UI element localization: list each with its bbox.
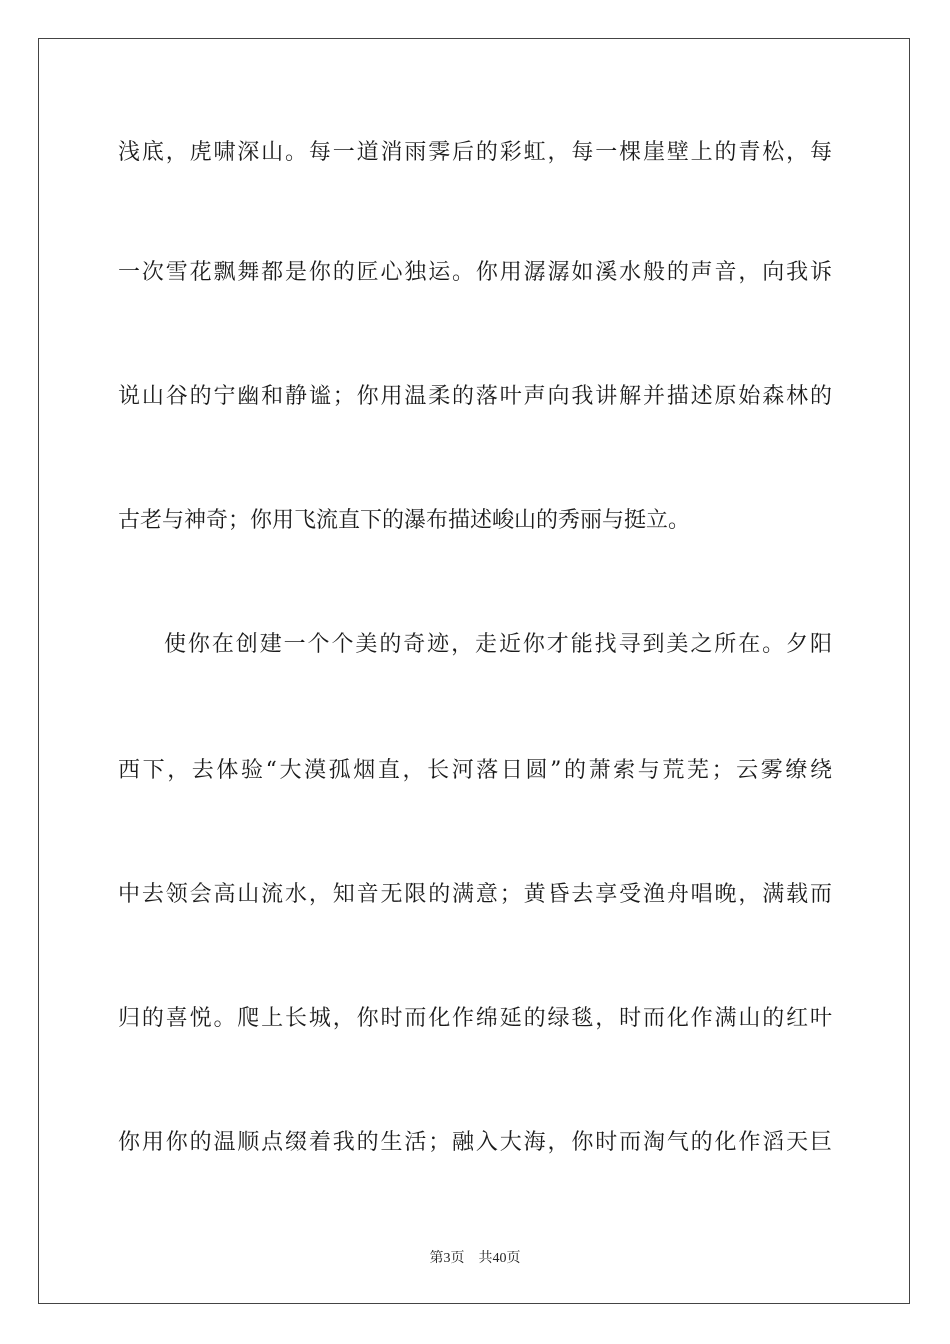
page-footer bbox=[0, 1247, 950, 1267]
total-pages: 共40页 bbox=[478, 1251, 521, 1266]
text-line-8: 归的喜悦。爬上长城，你时而化作绵延的绿毯，时而化作满山的红叶 bbox=[118, 1006, 832, 1031]
text-line-7: 中去领会高山流水，知音无限的满意；黄昏去享受渔舟唱晚，满载而 bbox=[118, 882, 832, 907]
text-line-3: 说山谷的宁幽和静谧；你用温柔的落叶声向我讲解并描述原始森林的 bbox=[118, 384, 832, 409]
page-border bbox=[38, 38, 910, 1304]
text-line-4: 古老与神奇；你用飞流直下的瀑布描述峻山的秀丽与挺立。 bbox=[118, 508, 691, 533]
page-number: 第3页 bbox=[429, 1251, 465, 1266]
text-line-9: 你用你的温顺点缀着我的生活；融入大海，你时而淘气的化作滔天巨 bbox=[118, 1130, 832, 1155]
text-line-2: 一次雪花飘舞都是你的匠心独运。你用潺潺如溪水般的声音，向我诉 bbox=[118, 260, 832, 285]
text-line-1: 浅底，虎啸深山。每一道消雨霁后的彩虹，每一棵崖壁上的青松，每 bbox=[118, 140, 832, 165]
text-line-5-paragraph-start: 使你在创建一个个美的奇迹，走近你才能找寻到美之所在。夕阳 bbox=[164, 632, 832, 657]
text-line-6: 西下，去体验“大漠孤烟直，长河落日圆”的萧索与荒芜；云雾缭绕 bbox=[118, 758, 832, 783]
